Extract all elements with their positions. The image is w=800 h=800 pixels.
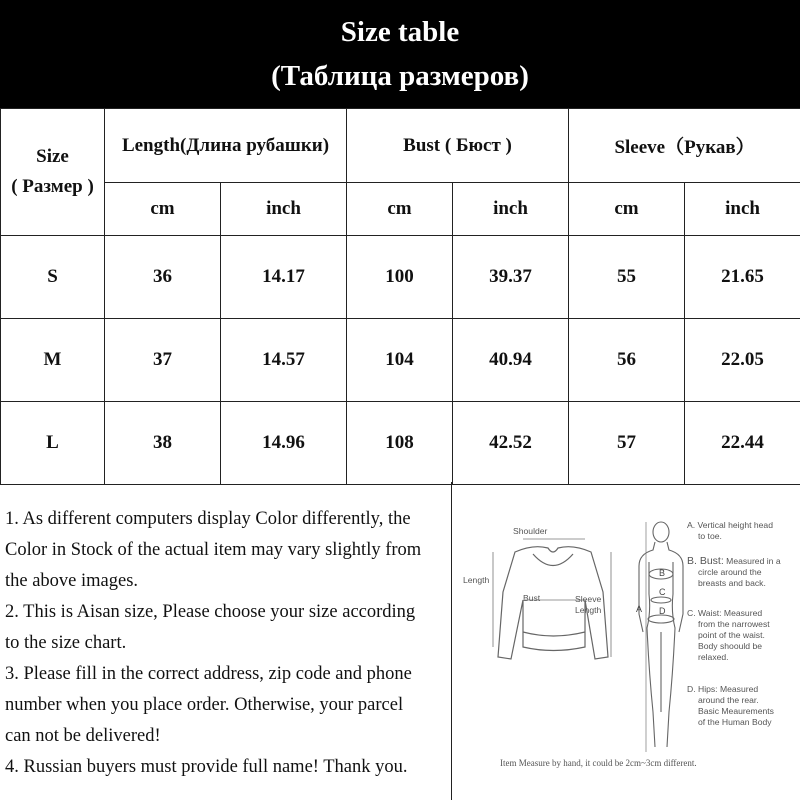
table-cell: 104: [347, 319, 453, 402]
unit-header: inch: [453, 183, 569, 236]
size-header-ru: ( Размер ): [11, 176, 94, 197]
note-line: 4. Russian buyers must provide full name! Thank you.: [5, 757, 408, 777]
size-label: L: [1, 402, 105, 485]
table-cell: 42.52: [453, 402, 569, 485]
table-cell: 36: [105, 236, 221, 319]
purchase-notes: [0, 482, 452, 800]
size-column-header: [1, 109, 105, 236]
unit-header: cm: [347, 183, 453, 236]
table-header-row: [1, 109, 800, 183]
table-cell: 57: [569, 402, 685, 485]
unit-header: inch: [221, 183, 347, 236]
table-cell: 55: [569, 236, 685, 319]
unit-header: cm: [105, 183, 221, 236]
unit-header: inch: [685, 183, 800, 236]
body-mark-a: A: [636, 604, 643, 614]
units-row: [1, 183, 800, 236]
table-cell: 56: [569, 319, 685, 402]
legend-a: A. Vertical height head to toe.: [687, 520, 773, 541]
note-line: can not be delivered!: [5, 726, 161, 746]
legend-d: D. Hips: Measured around the rear. Basic Meaurements of the Human Body: [687, 684, 774, 727]
sleeve-label: Sleeve: [575, 594, 602, 604]
size-label: M: [1, 319, 105, 402]
note-line: number when you place order. Otherwise, your parcel: [5, 695, 404, 715]
table-cell: 37: [105, 319, 221, 402]
note-line: the above images.: [5, 571, 139, 591]
body-mark-c: C: [659, 587, 666, 597]
table-cell: 14.96: [221, 402, 347, 485]
table-cell: 108: [347, 402, 453, 485]
length-group-header: Length(Длина рубашки): [105, 109, 347, 183]
table-row: [1, 402, 800, 485]
table-cell: 14.57: [221, 319, 347, 402]
size-label: S: [1, 236, 105, 319]
table-cell: 100: [347, 236, 453, 319]
table-row: [1, 319, 800, 402]
sleeve-group-header: Sleeve（Рукав）: [569, 109, 800, 183]
size-table-title-banner: [0, 0, 800, 108]
body-illustration: [639, 522, 683, 747]
bust-label: Bust: [523, 593, 541, 603]
title-english: Size table: [340, 16, 460, 48]
table-cell: 22.05: [685, 319, 800, 402]
unit-header: cm: [569, 183, 685, 236]
size-chart-table: [0, 108, 800, 485]
body-mark-d: D: [659, 606, 666, 616]
table-cell: 39.37: [453, 236, 569, 319]
size-header-en: Size: [36, 146, 69, 167]
note-line: 2. This is Aisan size, Please choose your size according: [5, 602, 416, 622]
length-label: Length: [463, 575, 490, 585]
table-cell: 22.44: [685, 402, 800, 485]
note-line: 1. As different computers display Color differently, the: [5, 509, 411, 529]
legend-c: C. Waist: Measured from the narrowest point of the waist. Body shoould be relaxed.: [687, 608, 770, 662]
note-line: 3. Please fill in the correct address, zip code and phone: [5, 664, 412, 684]
title-russian: (Таблица размеров): [271, 60, 529, 92]
measurement-guide: [453, 482, 800, 800]
legend-b: B. Bust: Measured in a circle around the breasts and back.: [687, 555, 781, 588]
table-cell: 40.94: [453, 319, 569, 402]
table-cell: 21.65: [685, 236, 800, 319]
sleeve-length-label: Length: [575, 605, 602, 615]
table-row: [1, 236, 800, 319]
table-cell: 38: [105, 402, 221, 485]
body-mark-b: B: [659, 568, 666, 578]
measure-footnote: Item Measure by hand, it could be 2cm~3cm different.: [500, 758, 697, 768]
bust-group-header: Bust ( Бюст ): [347, 109, 569, 183]
table-cell: 14.17: [221, 236, 347, 319]
note-line: Color in Stock of the actual item may vary slightly from: [5, 540, 422, 560]
note-line: to the size chart.: [5, 633, 127, 653]
shoulder-label: Shoulder: [513, 526, 548, 536]
